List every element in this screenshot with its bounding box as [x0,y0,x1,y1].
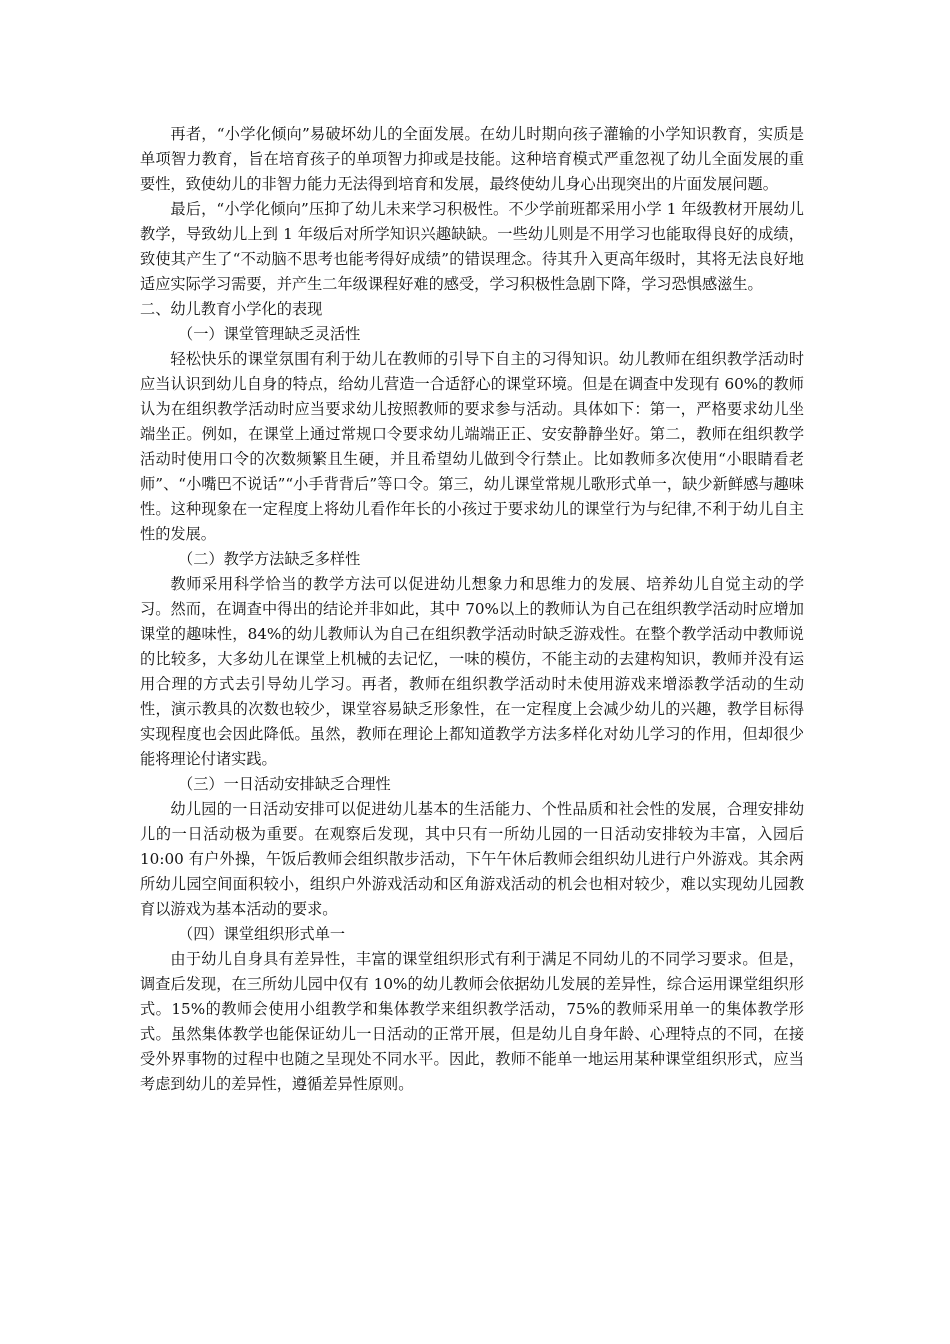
paragraph-learning-motivation: 最后，“小学化倾向”压抑了幼儿未来学习积极性。不少学前班都采用小学 1 年级教材开展幼儿教学，导致幼儿上到 1 年级后对所学知识兴趣缺缺。一些幼儿则是不用学习也能取得良好的成绩，致使其产生了“不动脑不思考也能考得好成绩”的错误理念。待其升入更高年级时，其将无法良好地适应实际学习需要，并产生二年级课程好难的感受，学习积极性急剧下降，学习恐惧感滋生。 [140,200,804,293]
section-heading-manifestations: 二、幼儿教育小学化的表现 [140,300,323,318]
subheading-teaching-methods: （二）教学方法缺乏多样性 [178,550,361,568]
paragraph-classroom-management: 轻松快乐的课堂氛围有利于幼儿在教师的引导下自主的习得知识。幼儿教师在组织教学活动时应当认识到幼儿自身的特点，给幼儿营造一合适舒心的课堂环境。但是在调查中发现有 60%的教师认为在组织教学活动时应当要求幼儿按照教师的要求参与活动。具体如下：第一，严格要求幼儿坐端坐正。例如，在课堂上通过常规口令要求幼儿端端正正、安安静静坐好。第二，教师在组织教学活动时使用口令的次数频繁且生硬，并且希望幼儿做到令行禁止。比如教师多次使用“小眼睛看老师”、“小嘴巴不说话”“小手背背后”等口令。第三，幼儿课堂常规儿歌形式单一，缺少新鲜感与趣味性。这种现象在一定程度上将幼儿看作年长的小孩过于要求幼儿的课堂行为与纪律,不利于幼儿自主性的发展。 [140,350,804,543]
paragraph-teaching-methods: 教师采用科学恰当的教学方法可以促进幼儿想象力和思维力的发展、培养幼儿自觉主动的学习。然而，在调查中得出的结论并非如此，其中 70%以上的教师认为自己在组织教学活动时应增加课堂的趣味性，84%的幼儿教师认为自己在组织教学活动时缺乏游戏性。在整个教学活动中教师说的比较多，大多幼儿在课堂上机械的去记忆，一味的模仿，不能主动的去建构知识，教师并没有运用合理的方式去引导幼儿学习。再者，教师在组织教学活动时未使用游戏来增添教学活动的生动性，演示教具的次数也较少，课堂容易缺乏形象性，在一定程度上会减少幼儿的兴趣，教学目标得实现程度也会因此降低。虽然，教师在理论上都知道教学方法多样化对幼儿学习的作用，但却很少能将理论付诸实践。 [140,575,804,768]
subheading-classroom-management: （一）课堂管理缺乏灵活性 [178,325,361,343]
subheading-class-organization: （四）课堂组织形式单一 [178,925,346,943]
paragraph-comprehensive-development: 再者，“小学化倾向”易破坏幼儿的全面发展。在幼儿时期向孩子灌输的小学知识教育，实质是单项智力教育，旨在培育孩子的单项智力抑或是技能。这种培育模式严重忽视了幼儿全面发展的重要性，致使幼儿的非智力能力无法得到培育和发展，最终使幼儿身心出现突出的片面发展问题。 [140,125,804,193]
subheading-daily-schedule: （三）一日活动安排缺乏合理性 [178,775,391,793]
paragraph-daily-schedule: 幼儿园的一日活动安排可以促进幼儿基本的生活能力、个性品质和社会性的发展，合理安排幼儿的一日活动极为重要。在观察后发现，其中只有一所幼儿园的一日活动安排较为丰富，入园后 10:00 有户外操，午饭后教师会组织散步活动，下午午休后教师会组织幼儿进行户外游戏。其余两所幼儿园空间面积较小，组织户外游戏活动和区角游戏活动的机会也相对较少，难以实现幼儿园教育以游戏为基本活动的要求。 [140,800,804,918]
document-body [140,122,804,1097]
paragraph-class-organization: 由于幼儿自身具有差异性，丰富的课堂组织形式有利于满足不同幼儿的不同学习要求。但是，调查后发现，在三所幼儿园中仅有 10%的幼儿教师会依据幼儿发展的差异性，综合运用课堂组织形式。15%的教师会使用小组教学和集体教学来组织教学活动，75%的教师采用单一的集体教学形式。虽然集体教学也能保证幼儿一日活动的正常开展，但是幼儿自身年龄、心理特点的不同，在接受外界事物的过程中也随之呈现处不同水平。因此，教师不能单一地运用某种课堂组织形式，应当考虑到幼儿的差异性，遵循差异性原则。 [140,950,804,1093]
